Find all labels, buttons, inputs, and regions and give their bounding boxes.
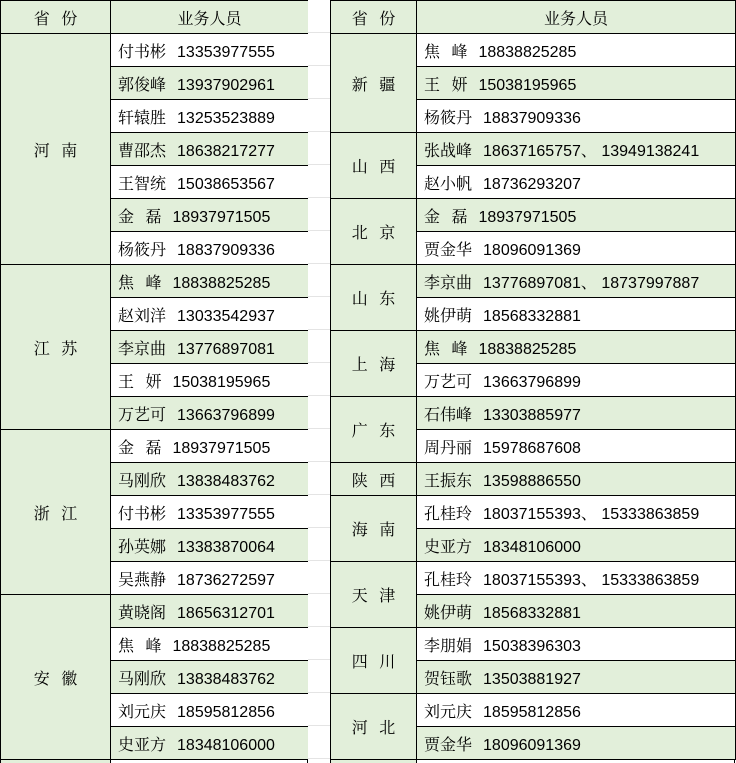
province-label: 广 东 [351, 423, 396, 440]
staff-phone: 18937971505 [172, 208, 271, 226]
staff-name: 张战峰 [424, 142, 473, 160]
province-label: 北 京 [351, 225, 396, 242]
staff-cell [417, 430, 736, 463]
staff-cell [417, 562, 736, 595]
staff-cell [111, 694, 309, 727]
staff-phone: 18037155393、 15333863859 [483, 505, 700, 523]
staff-cell [111, 199, 309, 232]
staff-cell [417, 661, 736, 694]
province-staff-table-right [330, 0, 736, 760]
staff-name: 贾金华 [424, 241, 473, 259]
staff-name: 吴燕静 [118, 571, 167, 589]
staff-cell [417, 166, 736, 199]
staff-cell [111, 496, 309, 529]
staff-phone: 13353977555 [177, 505, 275, 523]
staff-cell [111, 727, 309, 760]
table-header-row [331, 1, 736, 34]
province-cell [1, 430, 111, 595]
staff-name: 姚伊萌 [424, 604, 473, 622]
staff-cell [111, 100, 309, 133]
staff-cell [111, 265, 309, 298]
staff-name: 焦 峰 [424, 43, 468, 61]
staff-name: 刘元庆 [424, 703, 473, 721]
staff-name: 史亚方 [118, 736, 167, 754]
staff-cell [111, 430, 309, 463]
province-label: 新 疆 [351, 76, 396, 94]
staff-name: 杨筱丹 [424, 109, 473, 127]
table-row [331, 133, 736, 166]
staff-cell [111, 463, 309, 496]
staff-phone: 18348106000 [177, 736, 275, 754]
staff-name: 孙英娜 [118, 538, 167, 556]
staff-cell [417, 694, 736, 727]
staff-cell [417, 34, 736, 67]
staff-phone: 18096091369 [483, 241, 581, 259]
province-cell [331, 397, 417, 463]
spreadsheet-gap-column [308, 0, 330, 762]
staff-name: 马刚欣 [118, 670, 167, 688]
staff-phone: 13598886550 [483, 472, 581, 490]
staff-phone: 18838825285 [478, 43, 577, 61]
staff-name: 贺钰歌 [424, 670, 473, 688]
table-row [331, 331, 736, 364]
staff-phone: 18595812856 [177, 703, 275, 721]
left-table-region [0, 0, 308, 763]
table-header-row [1, 1, 309, 34]
staff-phone: 18736272597 [177, 571, 275, 589]
staff-phone: 18595812856 [483, 703, 581, 721]
staff-name: 曹邵杰 [118, 142, 167, 160]
table-row [331, 694, 736, 727]
staff-name: 焦 峰 [118, 274, 162, 292]
staff-name: 李京曲 [118, 340, 167, 358]
staff-phone: 18568332881 [483, 604, 581, 622]
province-label: 浙 江 [33, 505, 78, 523]
staff-phone: 15038653567 [177, 175, 275, 193]
staff-phone: 13776897081 [177, 340, 275, 358]
staff-name: 郭俊峰 [118, 76, 167, 94]
province-label: 河 北 [351, 720, 396, 737]
province-cell [331, 496, 417, 562]
table-row [331, 265, 736, 298]
table-row [1, 595, 309, 628]
staff-cell [417, 595, 736, 628]
table-row [331, 562, 736, 595]
right-table-mount [330, 0, 735, 760]
staff-phone: 13503881927 [483, 670, 581, 688]
province-label: 山 西 [351, 159, 396, 176]
staff-name: 黄晓阁 [118, 604, 167, 622]
province-cell [1, 34, 111, 265]
staff-cell [417, 232, 736, 265]
staff-name: 孔桂玲 [424, 571, 473, 589]
table-row [1, 34, 309, 67]
staff-phone: 18838825285 [478, 340, 577, 358]
staff-cell [417, 67, 736, 100]
staff-cell [111, 562, 309, 595]
province-cell [331, 628, 417, 694]
staff-phone: 18637165757、 13949138241 [483, 142, 700, 160]
staff-phone: 13253523889 [177, 109, 275, 127]
province-cell [331, 199, 417, 265]
staff-phone: 13776897081、 18737997887 [483, 274, 700, 292]
staff-name: 姚伊萌 [424, 307, 473, 325]
staff-phone: 18838825285 [172, 274, 271, 292]
staff-phone: 13033542937 [177, 307, 275, 325]
header-staff-cell: 业务人员 [111, 1, 309, 34]
staff-cell [417, 199, 736, 232]
header-province-cell: 省 份 [1, 1, 111, 34]
province-label: 四 川 [351, 654, 396, 671]
staff-name: 孔桂玲 [424, 505, 473, 523]
province-cell [331, 34, 417, 133]
table-row [331, 397, 736, 430]
staff-name: 王智统 [118, 175, 167, 193]
staff-phone: 18837909336 [483, 109, 581, 127]
staff-name: 赵小帆 [424, 175, 473, 193]
province-cell [331, 694, 417, 760]
staff-name: 周丹丽 [424, 439, 473, 457]
table-row [331, 628, 736, 661]
staff-phone: 13383870064 [177, 538, 275, 556]
staff-cell [111, 529, 309, 562]
staff-cell [417, 463, 736, 496]
staff-cell [111, 397, 309, 430]
staff-phone: 18937971505 [478, 208, 577, 226]
staff-cell [417, 133, 736, 166]
province-label: 海 南 [351, 522, 396, 539]
staff-cell [111, 661, 309, 694]
staff-cell [111, 133, 309, 166]
staff-name: 金 磊 [118, 208, 162, 226]
staff-name: 石伟峰 [424, 406, 473, 424]
left-table-mount [0, 0, 308, 760]
staff-cell [111, 166, 309, 199]
staff-phone: 15038195965 [478, 76, 577, 94]
staff-cell [111, 628, 309, 661]
staff-name: 王 妍 [118, 373, 162, 391]
table-row [331, 463, 736, 496]
staff-phone: 13303885977 [483, 406, 581, 424]
staff-name: 王 妍 [424, 76, 468, 94]
province-cell [331, 562, 417, 628]
staff-cell [417, 397, 736, 430]
table-row [331, 496, 736, 529]
province-label: 江 苏 [33, 340, 78, 358]
staff-cell [111, 34, 309, 67]
right-table-region [330, 0, 735, 763]
staff-name: 赵刘洋 [118, 307, 167, 325]
staff-phone: 18037155393、 15333863859 [483, 571, 700, 589]
staff-name: 史亚方 [424, 538, 473, 556]
staff-cell [111, 67, 309, 100]
staff-name: 金 磊 [118, 439, 162, 457]
staff-cell [417, 628, 736, 661]
staff-cell [417, 496, 736, 529]
staff-name: 李京曲 [424, 274, 473, 292]
staff-cell [417, 727, 736, 760]
province-cell [1, 595, 111, 760]
staff-cell [111, 331, 309, 364]
staff-phone: 18736293207 [483, 175, 581, 193]
staff-name: 万艺可 [118, 406, 167, 424]
staff-phone: 15038396303 [483, 637, 581, 655]
staff-cell [417, 331, 736, 364]
staff-cell [417, 529, 736, 562]
staff-name: 马刚欣 [118, 472, 167, 490]
province-label: 上 海 [351, 357, 396, 374]
staff-phone: 13937902961 [177, 76, 275, 94]
staff-phone: 13663796899 [483, 373, 581, 391]
staff-phone: 18837909336 [177, 241, 275, 259]
table-row [331, 34, 736, 67]
province-label: 山 东 [351, 291, 396, 308]
staff-phone: 18096091369 [483, 736, 581, 754]
staff-name: 李朋娟 [424, 637, 473, 655]
staff-phone: 18638217277 [177, 142, 275, 160]
staff-name: 贾金华 [424, 736, 473, 754]
table-row [331, 199, 736, 232]
staff-name: 付书彬 [118, 505, 167, 523]
staff-name: 万艺可 [424, 373, 473, 391]
staff-name: 焦 峰 [424, 340, 468, 358]
province-label: 天 津 [351, 588, 396, 605]
staff-cell [417, 265, 736, 298]
staff-name: 轩辕胜 [118, 109, 167, 127]
staff-phone: 15978687608 [483, 439, 581, 457]
province-cell [331, 133, 417, 199]
staff-phone: 18348106000 [483, 538, 581, 556]
province-cell [1, 265, 111, 430]
province-label: 安 徽 [33, 670, 78, 688]
staff-cell [111, 232, 309, 265]
staff-name: 杨筱丹 [118, 241, 167, 259]
staff-phone: 18838825285 [172, 637, 271, 655]
province-label: 陕 西 [351, 472, 396, 490]
province-label: 河 南 [33, 142, 78, 160]
province-cell [331, 463, 417, 496]
staff-cell [417, 100, 736, 133]
staff-phone: 13663796899 [177, 406, 275, 424]
staff-name: 刘元庆 [118, 703, 167, 721]
table-row [1, 265, 309, 298]
staff-name: 焦 峰 [118, 637, 162, 655]
staff-phone: 18656312701 [177, 604, 275, 622]
staff-cell [417, 298, 736, 331]
staff-phone: 13838483762 [177, 472, 275, 490]
staff-phone: 18568332881 [483, 307, 581, 325]
staff-phone: 18937971505 [172, 439, 271, 457]
staff-cell [417, 364, 736, 397]
province-cell [331, 265, 417, 331]
staff-cell [111, 595, 309, 628]
header-staff-cell: 业务人员 [417, 1, 736, 34]
province-cell [331, 331, 417, 397]
header-province-cell: 省 份 [331, 1, 417, 34]
staff-phone: 13353977555 [177, 43, 275, 61]
staff-phone: 15038195965 [172, 373, 271, 391]
staff-name: 付书彬 [118, 43, 167, 61]
table-row [1, 430, 309, 463]
staff-name: 王振东 [424, 472, 473, 490]
staff-name: 金 磊 [424, 208, 468, 226]
staff-phone: 13838483762 [177, 670, 275, 688]
province-staff-table-left [0, 0, 309, 760]
staff-cell [111, 364, 309, 397]
staff-cell [111, 298, 309, 331]
